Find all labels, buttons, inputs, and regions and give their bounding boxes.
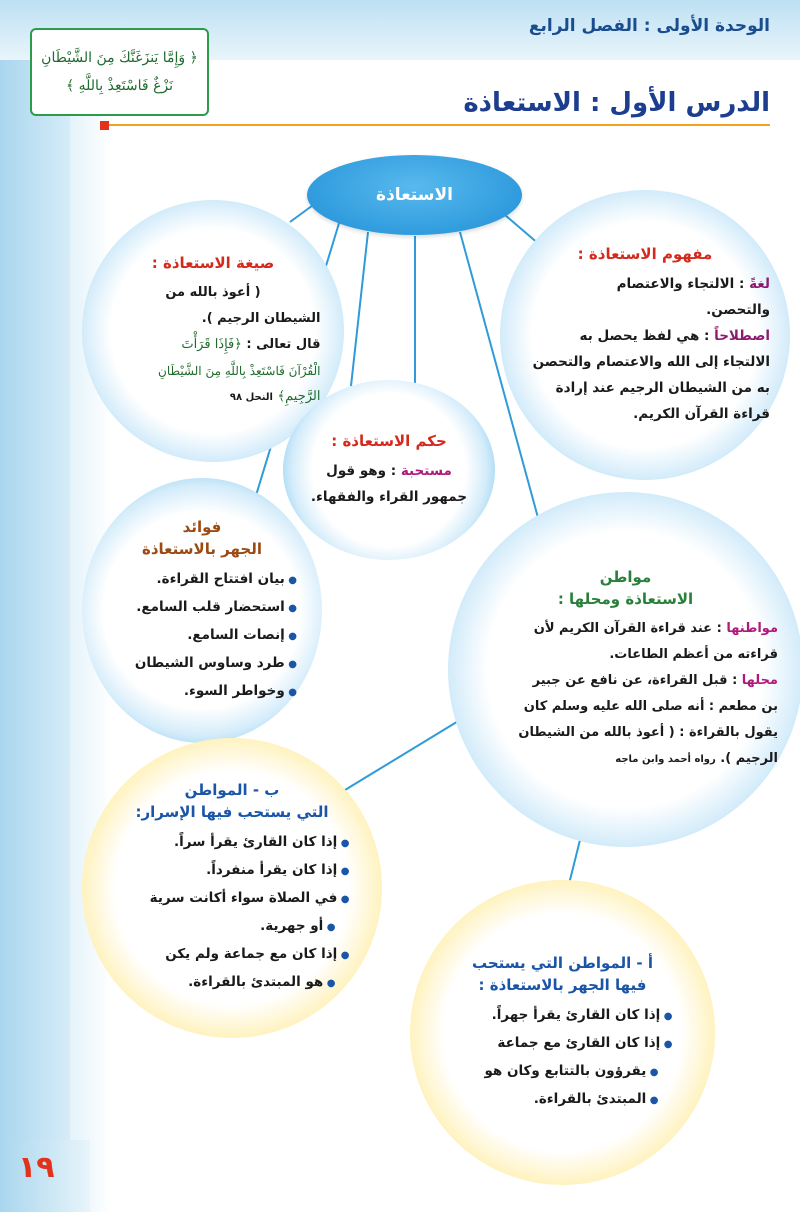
places-text-2: : قبل القراءة، عن نافع عن جبير <box>532 673 738 688</box>
ruling-line-1 <box>299 458 479 484</box>
places-title-1: مواطن <box>599 568 652 586</box>
benefit-item: ● بيان افتتاح القراءة. <box>107 566 297 594</box>
concept-lang-line-2: والتحصن. <box>706 302 770 318</box>
page-number: ١٩ <box>18 1150 55 1185</box>
benefits-title-2: الجهر بالاستعاذة <box>142 539 262 558</box>
secret-list <box>115 829 350 997</box>
places-circle <box>448 492 800 847</box>
verse-line-1: ﴿ وَإِمَّا يَنزَغَنَّكَ مِنَ الشَّيْطَانِ <box>41 50 198 66</box>
concept-line-4: به من الشيطان الرجيم عند إرادة <box>555 380 770 396</box>
ruling-text: : وهو قول <box>326 463 397 479</box>
places-body <box>473 616 778 773</box>
places-line-3 <box>473 668 778 694</box>
benefits-title-1: فوائد <box>182 517 222 536</box>
formula-line-1: ( أعوذ بالله من <box>165 284 261 300</box>
formula-ref: النحل ٩٨ <box>229 391 273 403</box>
places-line-2: قراءته من أعظم الطاعات. <box>609 647 778 662</box>
places-line6-text: الرجيم ). <box>720 751 778 766</box>
formula-line-3 <box>106 332 321 358</box>
center-label: الاستعاذة <box>376 185 453 205</box>
benefit-item: ● استحضار قلب السامع. <box>107 594 297 622</box>
secret-title-1: ب - المواطن <box>184 781 280 799</box>
ruling-label: مستحبة <box>400 463 452 479</box>
secret-item: ● إذا كان يقرأ منفرداً. <box>115 857 350 885</box>
ruling-body <box>299 458 479 510</box>
benefit-item: ● إنصات السامع. <box>107 622 297 650</box>
places-label-2: محلها <box>741 673 778 688</box>
center-node-isti3adha <box>307 155 522 235</box>
loud-title-2: فيها الجهر بالاستعاذة : <box>478 975 647 994</box>
places-line-6 <box>473 746 778 773</box>
formula-line-5 <box>106 384 321 411</box>
lang-text: : الالتجاء والاعتصام <box>616 276 745 292</box>
loud-item-continued: ● يقرؤون بالتتابع وكان هو <box>453 1058 673 1086</box>
formula-line-4: الْقُرْآنَ فَاسْتَعِذْ بِاللَّهِ مِنَ الشَّيْطَانِ <box>158 363 321 378</box>
formula-line5-quran: الرَّجِيمِ﴾ <box>277 388 321 404</box>
formula-line-2: الشيطان الرجيم ). <box>201 310 321 326</box>
secret-title-2: التي يستحب فيها الإسرار: <box>135 803 329 821</box>
places-label-1: مواطنها <box>726 621 778 636</box>
ruling-circle <box>283 380 495 560</box>
benefits-list <box>107 566 297 706</box>
formula-line3-prefix: قال تعالى : <box>241 336 321 352</box>
verse-line-2: نَزْغٌ فَاسْتَعِذْ بِاللَّهِ ﴾ <box>65 78 174 94</box>
loud-title-1: أ - المواطن التي يستحب <box>471 953 654 972</box>
loud-item-continued: ● المبتدئ بالقراءة. <box>453 1086 673 1114</box>
places-line-1 <box>473 616 778 642</box>
concept-term-line <box>520 323 770 349</box>
places-title-2: الاستعاذة ومحلها : <box>557 590 694 608</box>
benefit-item-continued: ● وخواطر السوء. <box>107 678 297 706</box>
concept-line-3: الالتجاء إلى الله والاعتصام والتحصن <box>532 354 770 370</box>
loud-list <box>453 1002 673 1114</box>
lesson-title: الدرس الأول : الاستعاذة <box>463 88 770 118</box>
benefits-circle <box>82 478 322 743</box>
concept-body <box>520 271 770 427</box>
ruling-title: حكم الاستعاذة : <box>331 432 447 450</box>
formula-title: صيغة الاستعاذة : <box>151 253 275 272</box>
lang-label: لغةً <box>749 276 770 292</box>
ruling-line-2: جمهور القراء والفقهاء. <box>310 489 468 505</box>
concept-lang-line <box>520 271 770 297</box>
places-text-1: : عند قراءة القرآن الكريم لأن <box>533 621 722 636</box>
concept-line-5: قراءة القرآن الكريم. <box>633 406 770 422</box>
secret-item-continued: ● هو المبتدئ بالقراءة. <box>115 969 350 997</box>
secret-item-continued: ● أو جهرية. <box>115 913 350 941</box>
unit-title: الوحدة الأولى : الفصل الرابع <box>528 16 770 36</box>
benefit-item: ● طرد وساوس الشيطان <box>107 650 297 678</box>
secret-item: ● إذا كان القارئ يقرأ سراً. <box>115 829 350 857</box>
term-text: : هي لفظ يحصل به <box>579 328 710 344</box>
concept-title: مفهوم الاستعاذة : <box>577 245 713 263</box>
places-ref: رواه أحمد وابن ماجه <box>615 754 716 765</box>
loud-places-circle <box>410 880 715 1185</box>
secret-item: ● إذا كان مع جماعة ولم يكن <box>115 941 350 969</box>
loud-item: ● إذا كان القارئ مع جماعة <box>453 1030 673 1058</box>
places-line-4: بن مطعم : أنه صلى الله عليه وسلم كان <box>523 699 778 714</box>
concept-circle <box>500 190 790 480</box>
secret-item: ● في الصلاة سواء أكانت سرية <box>115 885 350 913</box>
loud-item: ● إذا كان القارئ يقرأ جهراً. <box>453 1002 673 1030</box>
places-line-5: يقول بالقراءة : ( أعوذ بالله من الشيطان <box>518 725 778 740</box>
secret-places-circle <box>82 738 382 1038</box>
formula-line3-quran: ﴿فَإِذَا قَرَأْتَ <box>181 336 242 352</box>
term-label: اصطلاحاً <box>714 328 770 344</box>
formula-body <box>106 280 321 411</box>
